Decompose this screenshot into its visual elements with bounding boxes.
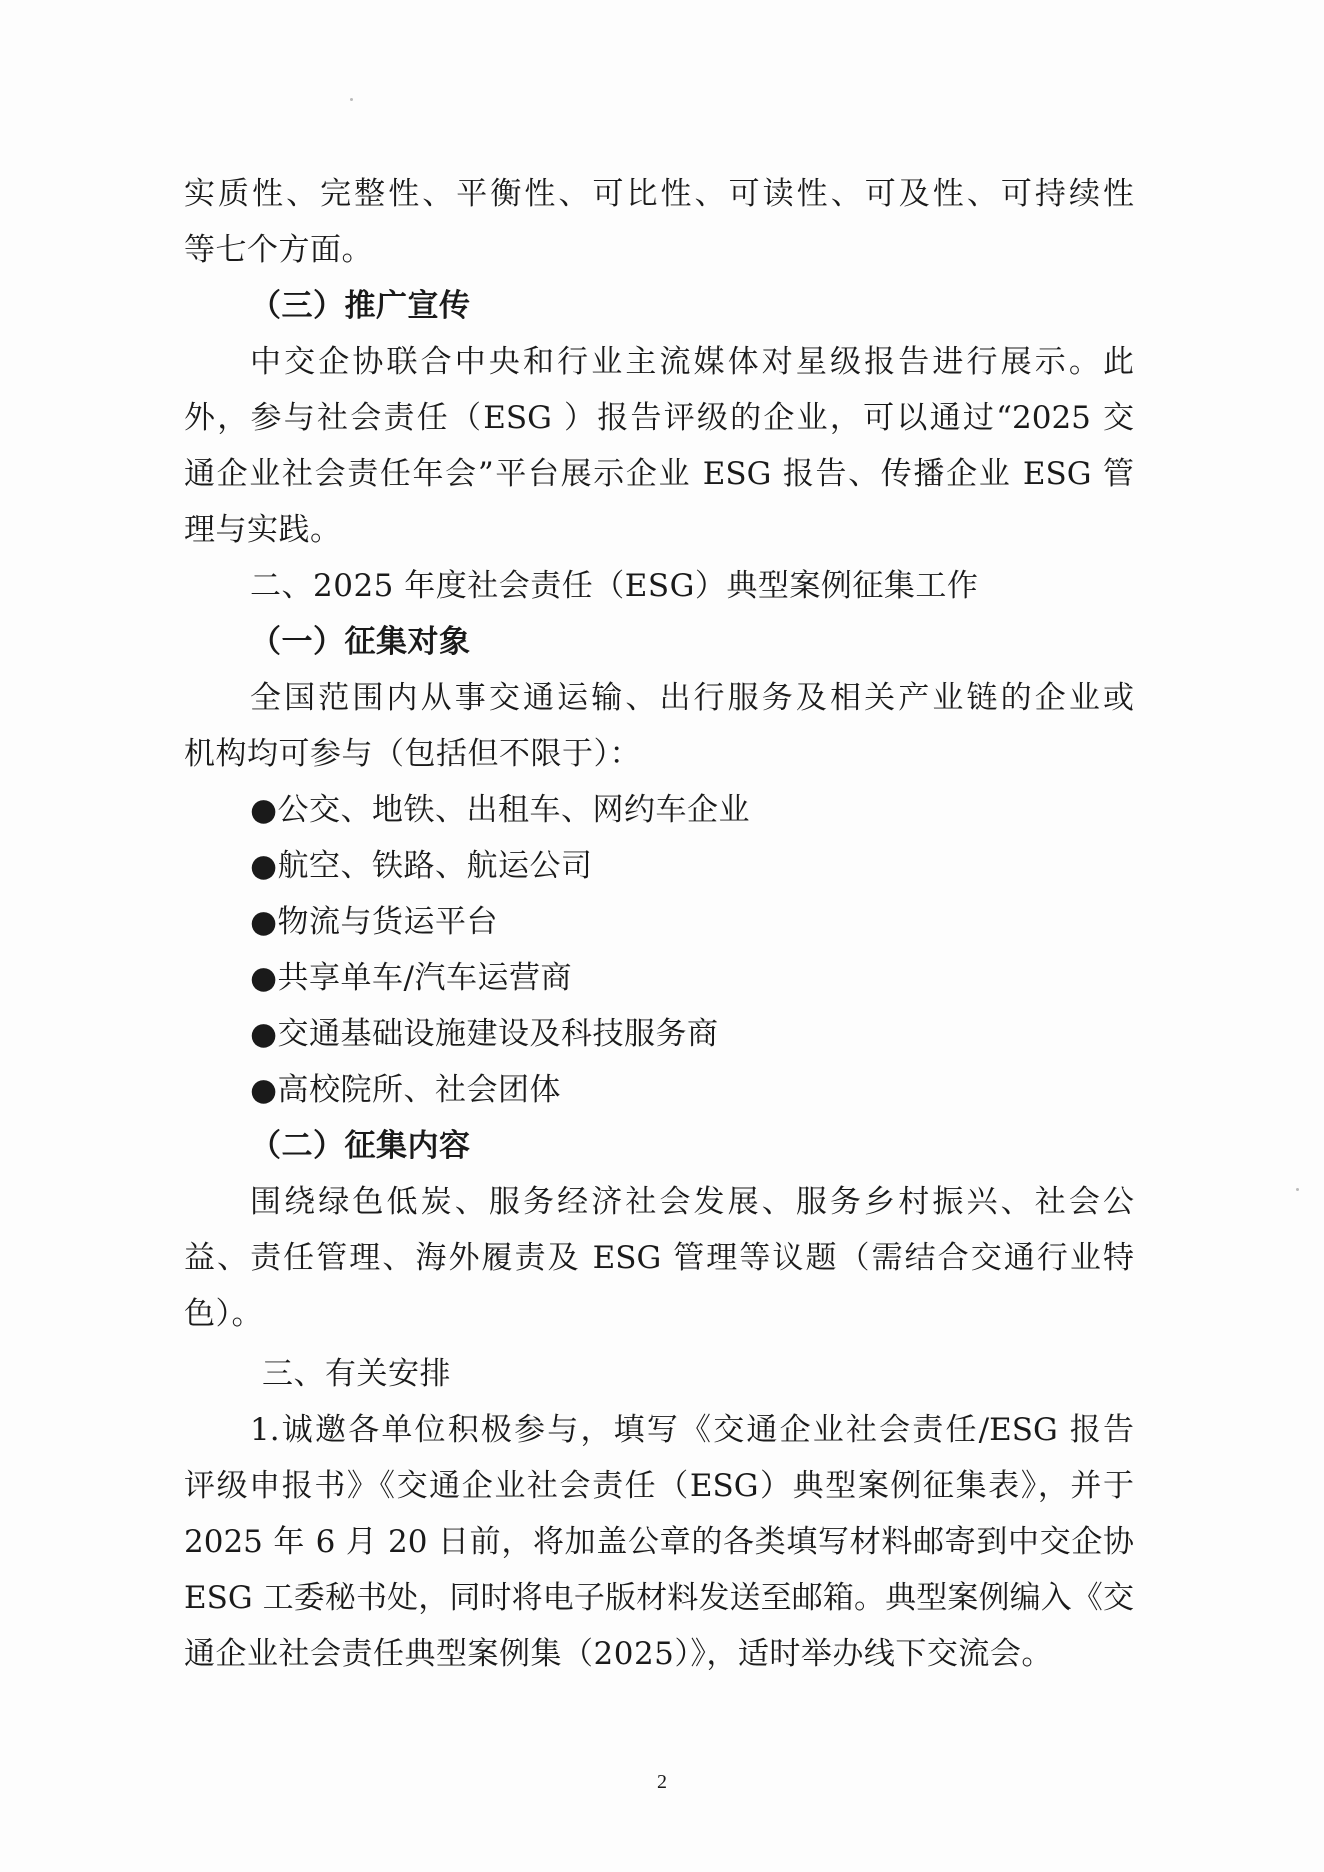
body-text-line: 评级申报书》《交通企业社会责任（ESG）典型案例征集表》，并于 (184, 1468, 1134, 1504)
body-text-line: 中交企协联合中央和行业主流媒体对星级报告进行展示。此 (250, 344, 1134, 380)
body-text-line: ESG 工委秘书处，同时将电子版材料发送至邮箱。典型案例编入《交 (184, 1580, 1134, 1616)
bullet-item: ●共享单车/汽车运营商 (250, 960, 572, 996)
body-text-line: 通企业社会责任典型案例集（2025）》，适时举办线下交流会。 (184, 1636, 1053, 1672)
subsection-heading-target: （一）征集对象 (250, 624, 471, 660)
bullet-item: ●航空、铁路、航运公司 (250, 848, 593, 884)
body-text-line: 色）。 (184, 1296, 263, 1332)
bullet-item: ●交通基础设施建设及科技服务商 (250, 1016, 719, 1052)
scan-speck (350, 98, 353, 101)
bullet-item: ●公交、地铁、出租车、网约车企业 (250, 792, 751, 828)
bullet-item: ●高校院所、社会团体 (250, 1072, 562, 1108)
body-text-line: 通企业社会责任年会”平台展示企业 ESG 报告、传播企业 ESG 管 (184, 456, 1134, 492)
body-text-line: 理与实践。 (184, 512, 342, 548)
body-text-line: 益、责任管理、海外履责及 ESG 管理等议题（需结合交通行业特 (184, 1240, 1134, 1276)
section-heading-case-collection: 二、2025 年度社会责任（ESG）典型案例征集工作 (250, 568, 979, 604)
body-text-line: 机构均可参与（包括但不限于）： (184, 736, 641, 772)
section-heading-arrangements: 三、有关安排 (262, 1356, 451, 1392)
body-text-line: 围绕绿色低炭、服务经济社会发展、服务乡村振兴、社会公 (250, 1184, 1134, 1220)
body-text-line: 等七个方面。 (184, 232, 373, 268)
body-text-line: 全国范围内从事交通运输、出行服务及相关产业链的企业或 (250, 680, 1134, 716)
body-text-line: 外，参与社会责任（ESG ）报告评级的企业，可以通过“2025 交 (184, 400, 1134, 436)
page-number: 2 (657, 1771, 667, 1793)
scan-speck (1296, 1188, 1299, 1191)
bullet-item: ●物流与货运平台 (250, 904, 499, 940)
body-text-line: 实质性、完整性、平衡性、可比性、可读性、可及性、可持续性 (184, 176, 1134, 212)
subsection-heading-promotion: （三）推广宣传 (250, 288, 471, 324)
body-text-line: 2025 年 6 月 20 日前，将加盖公章的各类填写材料邮寄到中交企协 (184, 1524, 1134, 1560)
body-text-line: 1.诚邀各单位积极参与，填写《交通企业社会责任/ESG 报告 (250, 1412, 1134, 1448)
subsection-heading-content: （二）征集内容 (250, 1128, 471, 1164)
